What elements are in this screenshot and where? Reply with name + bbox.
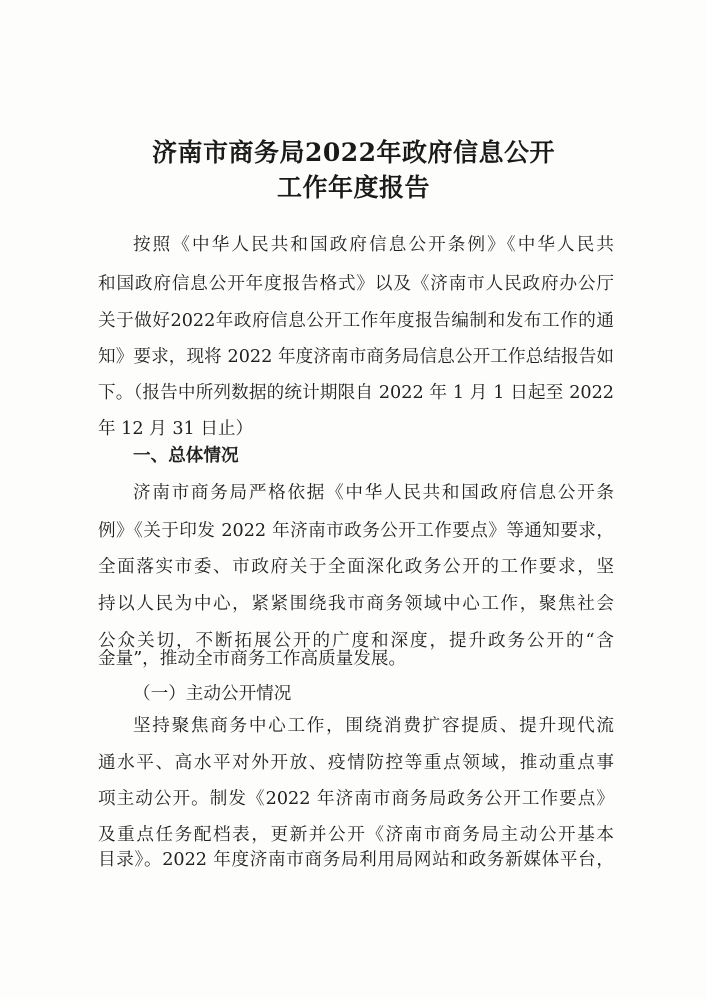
paragraph-line: 按照《中华人民共和国政府信息公开条例》《中华人民共 <box>133 235 614 255</box>
paragraph-line: 关于做好2022年政府信息公开工作年度报告编制和发布工作的通 <box>98 311 614 331</box>
paragraph-line: 例》《关于印发 2022 年济南市政务公开工作要点》等通知要求， <box>98 521 614 541</box>
paragraph-line: 目录》。2022 年度济南市商务局利用局网站和政务新媒体平台， <box>98 850 614 870</box>
paragraph-line: 金量”，推动全市商务工作高质量发展。 <box>98 649 407 669</box>
paragraph-line: 项主动公开。制发《2022 年济南市商务局政务公开工作要点》 <box>98 789 614 809</box>
paragraph-line: 下。（报告中所列数据的统计期限自 2022 年 1 月 1 日起至 2022 <box>98 383 614 403</box>
subsection-heading: （一）主动公开情况 <box>133 684 292 704</box>
paragraph-line: 通水平、高水平对外开放、疫情防控等重点领域，推动重点事 <box>98 753 614 773</box>
paragraph-line: 坚持聚焦商务中心工作，围绕消费扩容提质、提升现代流 <box>133 716 614 736</box>
paragraph-line: 和国政府信息公开年度报告格式》以及《济南市人民政府办公厅 <box>98 274 614 294</box>
paragraph-line: 全面落实市委、市政府关于全面深化政务公开的工作要求，坚 <box>98 557 614 577</box>
paragraph-line: 持以人民为中心，紧紧围绕我市商务领域中心工作，聚焦社会 <box>98 594 614 614</box>
document-title-line-1: 济南市商务局2022年政府信息公开 <box>151 138 556 167</box>
section-heading: 一、总体情况 <box>133 446 239 466</box>
paragraph-line: 年 12 月 31 日止） <box>98 419 254 439</box>
paragraph-line: 及重点任务配档表，更新并公开《济南市商务局主动公开基本 <box>98 825 614 845</box>
paragraph-line: 知》要求，现将 2022 年度济南市商务局信息公开工作总结报告如 <box>98 347 614 367</box>
paragraph-line: 济南市商务局严格依据《中华人民共和国政府信息公开条 <box>133 483 614 503</box>
paragraph-line: 公众关切，不断拓展公开的广度和深度，提升政务公开的“含 <box>98 631 614 651</box>
document-title-line-2: 工作年度报告 <box>276 173 430 202</box>
